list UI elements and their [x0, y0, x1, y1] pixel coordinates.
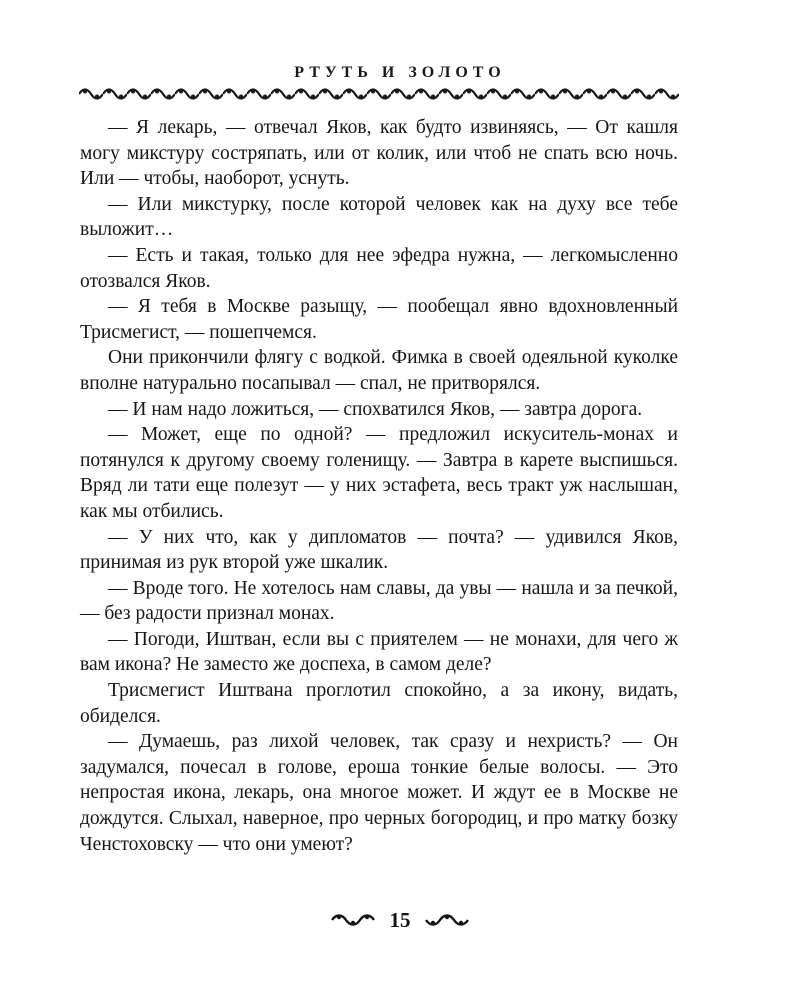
- ornamental-rule: [79, 86, 679, 102]
- paragraph-11: Трисмегист Иштвана проглотил спокойно, а за икону, видать, обиделся.: [80, 680, 678, 727]
- paragraph-5: Они прикончили флягу с водкой. Фимка в своей одеяльной куколке вполне натурально посапывал — спал, не притворялся.: [80, 347, 678, 394]
- paragraph-7: — Может, еще по одной? — предложил искуситель-монах и потянулся к другому своему голенищу. — Завтра в карете выспишься. Вряд ли тати еще полезут — у них эстафета, весь тракт уж наслышан, как мы отбились.: [80, 424, 678, 522]
- paragraph-9: — Вроде того. Не хотелось нам славы, да увы — нашла и за печкой, — без радости признал монах.: [80, 577, 678, 625]
- flourish-left-icon: [330, 913, 376, 927]
- paragraph-10: — Погоди, Иштван, если вы с приятелем — не монахи, для чего ж вам икона? Не заместо же доспеха, в самом деле?: [80, 628, 678, 676]
- page-folio: [0, 906, 800, 933]
- paragraph-8: — У них что, как у дипломатов — почта? — удивился Яков, принимая из рук второй уже шкалик.: [80, 526, 678, 574]
- paragraph-6: — И нам надо ложиться, — спохватился Яков, — завтра дорога.: [108, 398, 643, 420]
- paragraph-4: — Я тебя в Москве разыщу, — пообещал явно вдохновленный Трисмегист, — пошепчемся.: [80, 296, 678, 343]
- body-text: [80, 115, 678, 857]
- paragraph-1: — Я лекарь, — отвечал Яков, как будто извиняясь, — От кашля могу микстуру состряпать, или от колик, или чтоб не спать всю ночь. Или — чтобы, наоборот, уснуть.: [80, 117, 678, 190]
- flourish-right-icon: [424, 913, 470, 927]
- paragraph-2: — Или микстурку, после которой человек как на духу все тебе выложит…: [80, 193, 678, 241]
- paragraph-3: — Есть и такая, только для нее эфедра нужна, — легкомысленно отозвался Яков.: [80, 244, 678, 292]
- running-head: РТУТЬ И ЗОЛОТО: [294, 64, 506, 81]
- paragraph-12: — Думаешь, раз лихой человек, так сразу и нехристь? — Он задумался, почесал в голове, ероша тонкие белые волосы. — Это непростая икона, лекарь, она многое может. И ждут ее в Москве не дождутся. Слыхал, наверное, про черных богородиц, и про матку бозку Ченстоховску — что они умеют?: [80, 731, 678, 855]
- page-number: 15: [389, 907, 411, 932]
